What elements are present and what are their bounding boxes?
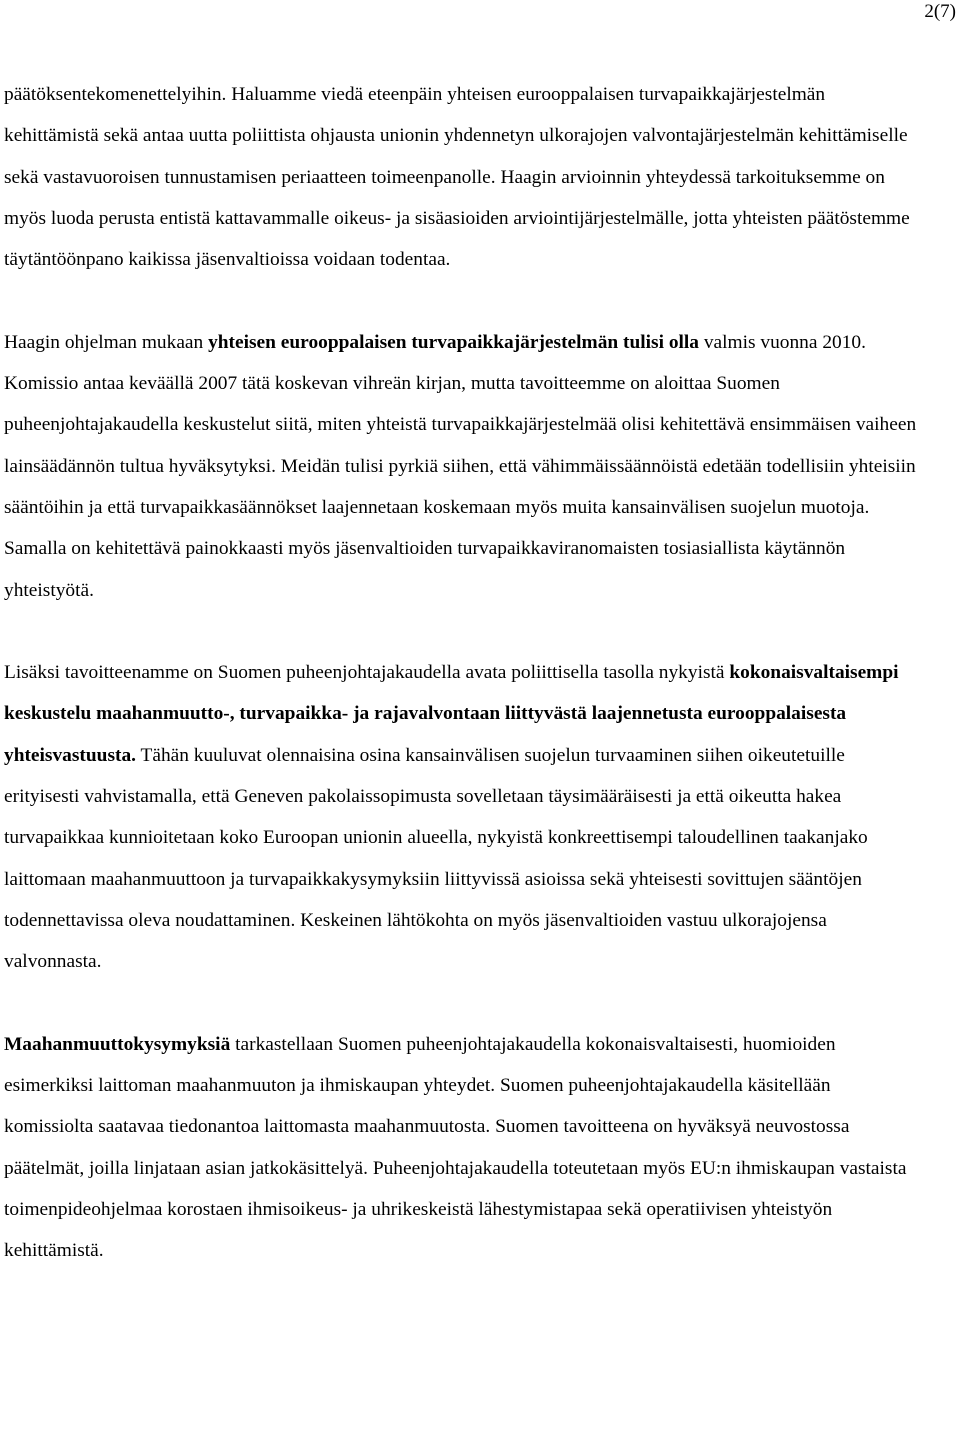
text-segment: päätöksentekomenettelyihin. Haluamme viedä eteenpäin yhteisen eurooppalaisen turvapaikkajärjestelmän kehittämistä sekä antaa uutta poliittista ohjausta unionin yhdennetyn ulkorajojen valvontajärjestelmän kehittämiselle sekä vastavuoroisen tunnustamisen periaatteen toimeenpanolle. Haagin arvioinnin yhteydessä tarkoituksemme on myös luoda perusta entistä kattavammalle oikeus- ja sisäasioiden arviointijärjestelmälle, jotta yhteisten päätöstemme täytäntöönpano kaikissa jäsenvaltioissa voidaan todentaa. — [4, 84, 910, 271]
text-segment: valmis vuonna 2010. Komissio antaa keväällä 2007 tätä koskevan vihreän kirjan, mutta tavoitteemme on aloittaa Suomen puheenjohtajakaudella keskustelut siitä, miten yhteistä turvapaikkajärjestelmää olisi kehitettävä ensimmäisen vaiheen lainsäädännön tultua hyväksytyksi. Meidän tulisi pyrkiä siihen, että vähimmäissäännöistä edetään todellisiin yhteisiin sääntöihin ja että turvapaikkasäännökset laajennetaan koskemaan myös muita kansainvälisen suojelun muotoja. Samalla on kehitettävä painokkaasti myös jäsenvaltioiden turvapaikkaviranomaisten tosiasiallista käytännön yhteistyötä. — [4, 331, 917, 601]
page-number: 2(7) — [924, 1, 956, 22]
paragraph — [4, 322, 924, 611]
bold-text-segment: Maahanmuuttokysymyksiä — [4, 1033, 231, 1055]
bold-text-segment: kokonaisvaltaisempi keskustelu maahanmuutto-, turvapaikka- ja rajavalvontaan liittyvästä laajennetusta eurooppalaisesta yhteisvastuusta. — [4, 662, 899, 766]
paragraph — [4, 652, 924, 982]
paragraph — [4, 1024, 924, 1272]
text-segment: Lisäksi tavoitteenamme on Suomen puheenjohtajakaudella avata poliittisella tasolla nykyistä — [4, 662, 730, 684]
document-body — [4, 74, 924, 1272]
text-segment: Haagin ohjelman mukaan — [4, 331, 209, 353]
text-segment: Tähän kuuluvat olennaisina osina kansainvälisen suojelun turvaaminen siihen oikeutetuille erityisesti vahvistamalla, että Geneven pakolaissopimusta sovelletaan täysimääräisesti ja että oikeutta hakea turvapaikkaa kunnioitetaan koko Euroopan unionin alueella, nykyistä konkreettisempi taloudellinen taakanjako laittomaan maahanmuuttoon ja turvapaikkakysymyksiin liittyvissä asioissa sekä yhteisesti sovittujen sääntöjen todennettavissa oleva noudattaminen. Keskeinen lähtökohta on myös jäsenvaltioiden vastuu ulkorajojensa valvonnasta. — [4, 744, 868, 973]
bold-text-segment: yhteisen eurooppalaisen turvapaikkajärjestelmän tulisi olla — [208, 331, 699, 353]
text-segment: tarkastellaan Suomen puheenjohtajakaudella kokonaisvaltaisesti, huomioiden esimerkiksi laittoman maahanmuuton ja ihmiskaupan yhteydet. Suomen puheenjohtajakaudella käsitellään komissiolta saatavaa tiedonantoa laittomasta maahanmuutosta. Suomen tavoitteena on hyväksyä neuvostossa päätelmät, joilla linjataan asian jatkokäsittelyä. Puheenjohtajakaudella toteutetaan myös EU:n ihmiskaupan vastaista toimenpideohjelmaa korostaen ihmisoikeus- ja uhrikeskeistä lähestymistapaa sekä operatiivisen yhteistyön kehittämistä. — [4, 1033, 907, 1262]
paragraph — [4, 74, 924, 280]
